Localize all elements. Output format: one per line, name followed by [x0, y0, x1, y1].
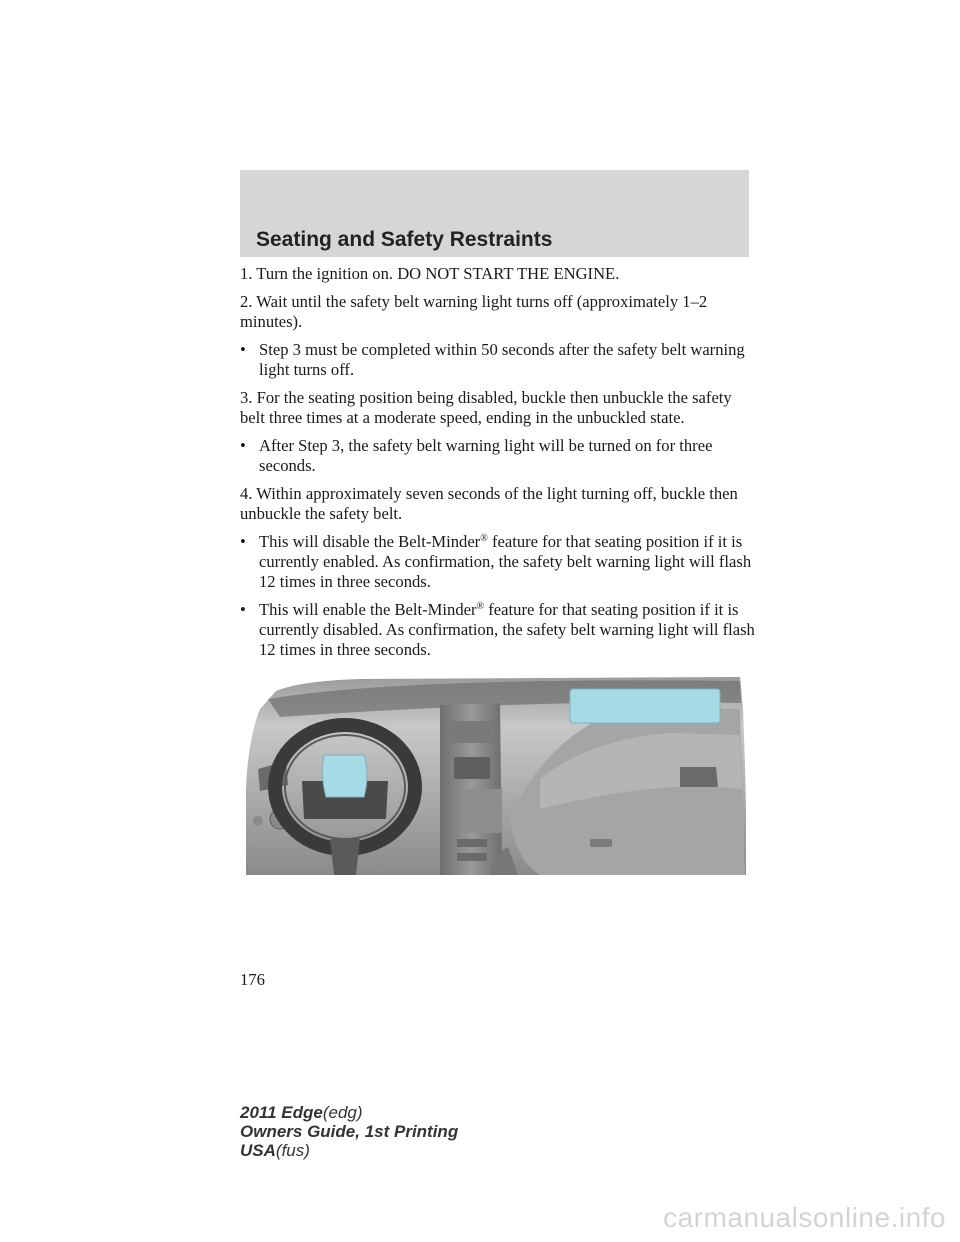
footer-model: 2011 Edge [240, 1103, 323, 1122]
enable-note-lead: This will enable the Belt-Minder [259, 600, 477, 619]
passenger-airbag-area [570, 689, 720, 723]
step-2: 2. Wait until the safety belt warning light turns off (approximately 1–2 minutes). [240, 292, 708, 331]
bullet-icon: • [240, 436, 246, 455]
footer-market-code: (fus) [275, 1141, 310, 1160]
disable-note-rest: feature for that seating position if it is currently enabled. As confirmation, the safety belt warning light will flash 12 times in three seconds. [259, 532, 752, 591]
step-2-note [240, 340, 760, 380]
footer-line-3 [240, 1141, 458, 1160]
step-2-note-text: Step 3 must be completed within 50 seconds after the safety belt warning light turns off. [259, 340, 745, 379]
disable-note-lead: This will disable the Belt-Minder [259, 532, 481, 551]
step-1: 1. Turn the ignition on. DO NOT START THE ENGINE. [240, 264, 620, 283]
step-3-note-text: After Step 3, the safety belt warning light will be turned on for three seconds. [259, 436, 713, 475]
watermark: carmanualsonline.info [663, 1202, 946, 1233]
step-4-note-enable [240, 600, 760, 660]
footer-model-code: (edg) [322, 1103, 363, 1122]
footer-market: USA [240, 1141, 276, 1160]
registered-mark: ® [476, 601, 485, 612]
instructions-body [240, 264, 760, 696]
step-3-note [240, 436, 760, 476]
step-4: 4. Within approximately seven seconds of the light turning off, buckle then unbuckle the safety belt. [240, 484, 738, 523]
section-header-band [240, 170, 749, 257]
step-3: 3. For the seating position being disabled, buckle then unbuckle the safety belt three times at a moderate speed, ending in the unbuckled state. [240, 388, 732, 427]
footer-line-2 [240, 1122, 458, 1141]
enable-note-rest: feature for that seating position if it is currently disabled. As confirmation, the safety belt warning light will flash 12 times in three seconds. [259, 600, 755, 659]
registered-mark: ® [480, 533, 488, 544]
dashboard-airbag-illustration [240, 669, 749, 875]
footer-printing: Owners Guide, 1st Printing [240, 1122, 459, 1141]
bullet-icon: • [240, 600, 246, 619]
driver-airbag-area [322, 755, 367, 797]
bullet-icon: • [240, 532, 246, 551]
bullet-icon: • [240, 340, 246, 359]
section-title: Seating and Safety Restraints [256, 228, 553, 251]
page-number: 176 [240, 970, 265, 989]
footer-line-1 [240, 1103, 458, 1122]
print-info-footer [240, 1103, 458, 1160]
step-4-note-disable [240, 532, 760, 592]
